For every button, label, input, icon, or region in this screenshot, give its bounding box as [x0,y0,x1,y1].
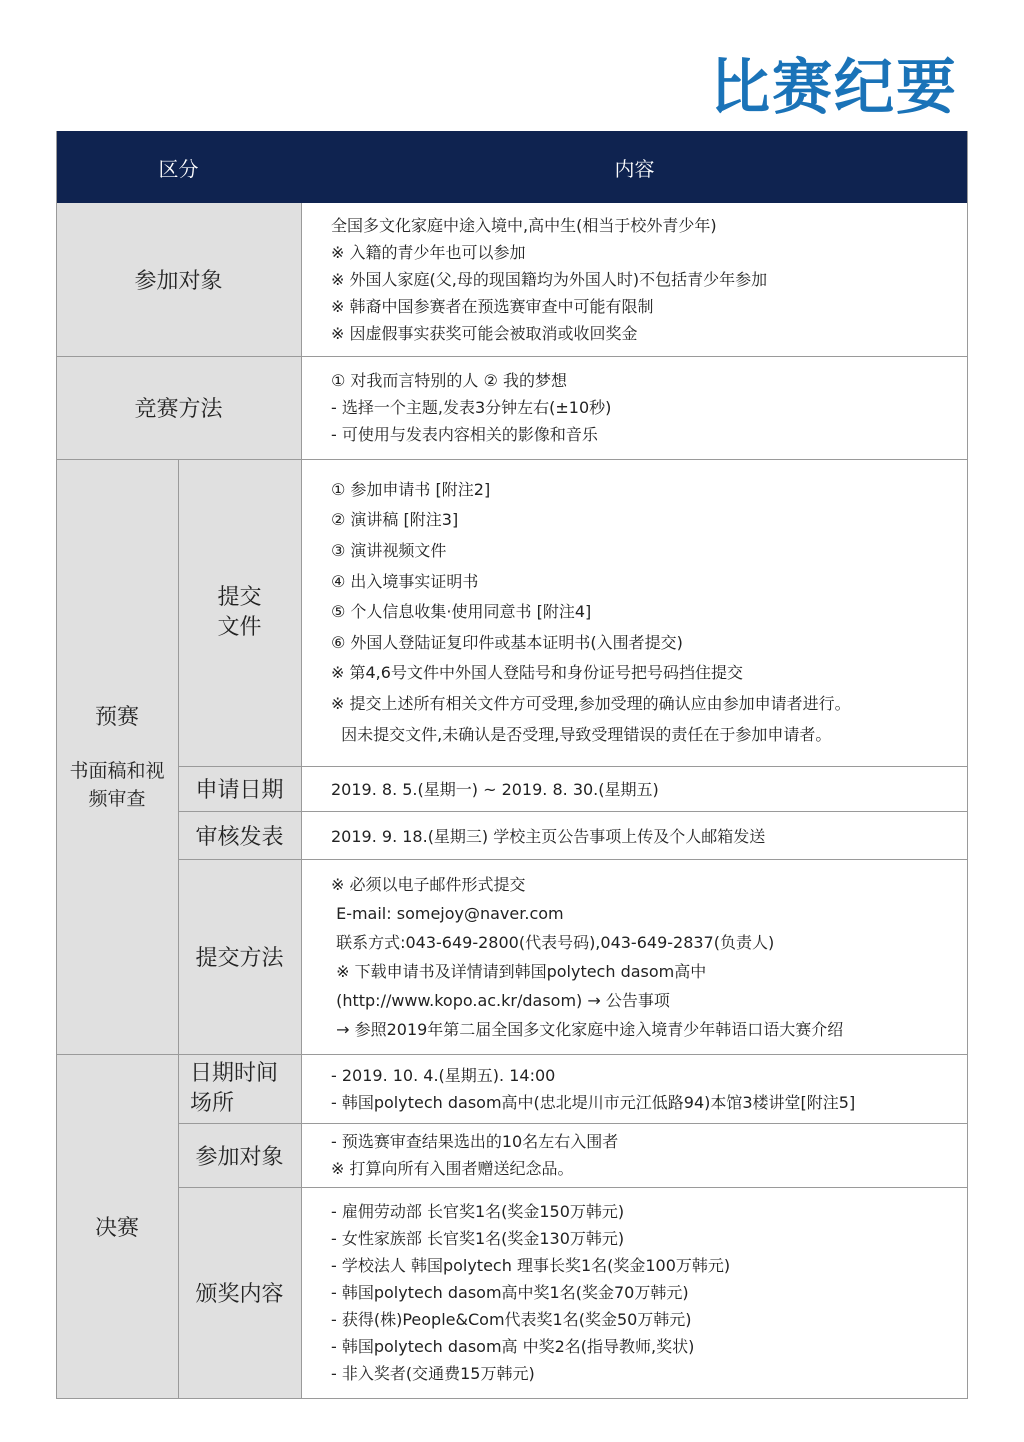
prelim-sublabel-1: 书面稿和视 [69,760,165,782]
review-label: 审核发表 [178,811,301,859]
datetime-line: - 2019. 10. 4.(星期五). 14:00 [331,1065,556,1085]
method-line: - 选择一个主题,发表3分钟左右(±10秒) [331,398,612,417]
grid-line [56,131,57,1399]
method-content [301,356,968,459]
docs-line: ② 演讲稿 [附注3] [331,510,459,530]
grid-line [967,131,968,1399]
eligibility-label: 参加对象 [56,203,301,356]
award-line: - 非入奖者(交通费15万韩元) [331,1364,535,1383]
grid-line [178,859,968,860]
method-label: 竞赛方法 [56,356,301,459]
datetime-label-2: 场所 [190,1090,235,1116]
participants-line: - 预选赛审查结果选出的10名左右入围者 [331,1132,619,1151]
awards-content [301,1187,968,1398]
awards-label: 颁奖内容 [178,1187,301,1398]
grid-line [178,811,968,812]
datetime-label-1: 日期时间 [190,1060,279,1086]
grid-line [56,459,968,460]
award-line: - 学校法人 韩国polytech 理事长奖1名(奖金100万韩元) [331,1256,731,1275]
apply-value: 2019. 8. 5.(星期一) ~ 2019. 8. 30.(星期五) [331,780,659,799]
docs-line: ※ 提交上述所有相关文件方可受理,参加受理的确认应由参加申请者进行。 [331,693,851,713]
submit-line: (http://www.kopo.ac.kr/dasom) → 公告事项 [331,990,670,1010]
method-line: - 可使用与发表内容相关的影像和音乐 [331,425,598,444]
submit-content [301,859,968,1054]
eligibility-line: ※ 入籍的青少年也可以参加 [331,243,526,262]
submit-line: ※ 下载申请书及详情请到韩国polytech dasom高中 [331,961,707,981]
award-line: - 女性家族部 长官奖1名(奖金130万韩元) [331,1229,625,1248]
grid-line [56,1398,968,1399]
submit-line: E-mail: somejoy@naver.com [331,903,564,923]
apply-label: 申请日期 [178,766,301,811]
docs-line: ⑤ 个人信息收集·使用同意书 [附注4] [331,602,592,622]
docs-line: ③ 演讲视频文件 [331,541,447,561]
grid-line [301,203,302,1398]
docs-line: ⑥ 外国人登陆证复印件或基本证明书(入围者提交) [331,632,683,652]
method-line: ① 对我而言特别的人 ② 我的梦想 [331,371,567,390]
grid-line [178,459,179,1398]
eligibility-line: ※ 外国人家庭(父,母的现国籍均为外国人时)不包括青少年参加 [331,270,768,289]
eligibility-line: ※ 因虚假事实获奖可能会被取消或收回奖金 [331,324,638,343]
grid-line [178,1187,968,1188]
award-line: - 韩国polytech dasom高 中奖2名(指导教师,奖状) [331,1337,695,1356]
grid-line [178,1123,968,1124]
docs-line: ① 参加申请书 [附注2] [331,479,491,499]
award-line: - 雇佣劳动部 长官奖1名(奖金150万韩元) [331,1202,625,1221]
page-title: 比赛纪要 [710,53,958,123]
submit-label: 提交方法 [178,859,301,1054]
eligibility-line: 全国多文化家庭中途入境中,高中生(相当于校外青少年) [331,216,717,235]
header-col-category: 区分 [56,131,301,203]
submit-line: 联系方式:043-649-2800(代表号码),043-649-2837(负责人) [331,932,775,952]
docs-label-cell [178,459,301,766]
submit-line: ※ 必须以电子邮件形式提交 [331,874,526,894]
participants-label: 参加对象 [178,1123,301,1187]
eligibility-content [301,203,968,356]
grid-line [56,356,968,357]
docs-line: 因未提交文件,未确认是否受理,导致受理错误的责任在于参加申请者。 [331,724,832,744]
datetime-line: - 韩国polytech dasom高中(忠北堤川市元江低路94)本馆3楼讲堂[附注5] [331,1092,856,1112]
datetime-label-cell [178,1054,301,1123]
prelim-label-cell [56,459,178,1054]
participants-content [301,1123,968,1187]
review-content [301,811,968,859]
docs-line: ④ 出入境事实证明书 [331,571,479,591]
docs-label-1: 提交 [217,584,262,610]
prelim-sublabel-2: 频审查 [88,788,146,810]
grid-line [56,1054,968,1055]
award-line: - 获得(株)People&Com代表奖1名(奖金50万韩元) [331,1310,692,1329]
apply-content [301,766,968,811]
eligibility-line: ※ 韩裔中国参赛者在预选赛审查中可能有限制 [331,297,654,316]
docs-line: ※ 第4,6号文件中外国人登陆号和身份证号把号码挡住提交 [331,663,743,683]
docs-content [301,459,968,766]
datetime-content [301,1054,968,1123]
grid-line [178,766,968,767]
review-value: 2019. 9. 18.(星期三) 学校主页公告事项上传及个人邮箱发送 [331,826,766,846]
final-label: 决赛 [56,1054,178,1398]
docs-label-2: 文件 [217,614,262,640]
submit-line: → 参照2019年第二届全国多文化家庭中途入境青少年韩语口语大赛介绍 [331,1019,844,1039]
participants-line: ※ 打算向所有入围者赠送纪念品。 [331,1159,574,1178]
prelim-label: 预赛 [94,705,139,730]
award-line: - 韩国polytech dasom高中奖1名(奖金70万韩元) [331,1283,689,1302]
header-col-content: 内容 [301,131,968,203]
